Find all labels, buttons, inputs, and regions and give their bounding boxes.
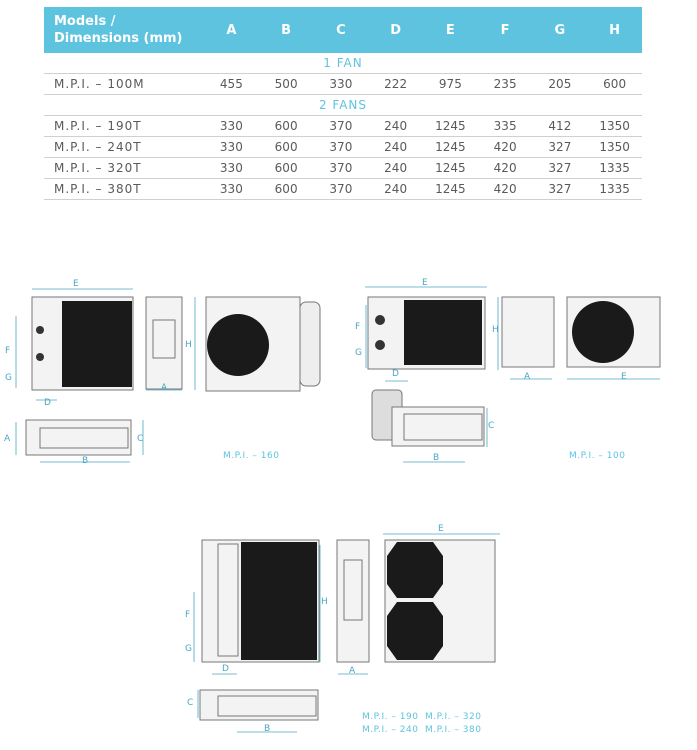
cell-c: 370 [329,140,353,154]
header-col-h: H [609,22,621,38]
cell-a: 330 [219,161,243,175]
dim-label-a: A [161,383,168,393]
cell-d: 240 [384,140,408,154]
dim-label-c: C [488,421,495,431]
dim-label-g: G [185,644,192,654]
dim-label-f: F [355,322,361,332]
cell-h: 1350 [599,119,630,133]
multi-back-view [385,540,495,662]
cell-e: 1245 [435,182,466,196]
cell-h: 1335 [599,182,630,196]
cell-f: 335 [493,119,517,133]
cell-g: 412 [548,119,572,133]
dim-label-d: D [222,664,229,674]
caption-mpi-240: M.P.I. – 240 [362,725,419,735]
header-col-d: D [390,22,402,38]
row-model: M.P.I. – 100M [54,77,145,91]
cell-c: 330 [329,77,353,91]
cell-e: 1245 [435,161,466,175]
header-col-c: C [336,22,346,38]
cell-a: 330 [219,182,243,196]
dim-label-a: A [4,434,11,444]
cell-b: 600 [274,182,298,196]
mpi100-back-view [567,297,660,367]
dim-label-e: E [621,372,627,382]
dim-label-b: B [433,453,440,463]
cell-h: 1335 [599,161,630,175]
cell-e: 975 [438,77,462,91]
caption-mpi-380: M.P.I. – 380 [425,725,482,735]
cell-h: 600 [603,77,627,91]
dim-label-e: E [438,524,444,534]
cell-b: 600 [274,161,298,175]
cell-f: 235 [493,77,517,91]
dim-label-d: D [44,398,51,408]
dim-label-c: C [137,434,144,444]
cell-a: 330 [219,140,243,154]
header-models: Models / [54,14,116,29]
cell-b: 600 [274,119,298,133]
cell-d: 240 [384,182,408,196]
row-model: M.P.I. – 240T [54,140,142,154]
header-col-f: F [500,22,510,38]
cell-b: 600 [274,140,298,154]
dim-label-f: F [5,346,11,356]
multi-front-view [202,540,319,662]
dim-label-h: H [492,325,499,335]
multi-top-view [200,690,318,720]
mpi160-top-view [26,420,131,455]
header-col-e: E [445,22,455,38]
header-dimensions: Dimensions (mm) [54,31,183,46]
cell-c: 370 [329,182,353,196]
cell-g: 205 [548,77,572,91]
section-title-2-fans: 2 FANS [44,95,642,116]
mpi160-front-view [32,297,133,390]
caption-mpi-160: M.P.I. – 160 [223,451,280,461]
cell-c: 370 [329,161,353,175]
dim-label-b: B [82,456,89,466]
cell-d: 240 [384,119,408,133]
dim-label-h: H [321,597,328,607]
cell-d: 222 [384,77,408,91]
caption-mpi-100: M.P.I. – 100 [569,451,626,461]
dim-label-e: E [73,279,79,289]
cell-e: 1245 [435,119,466,133]
cell-g: 327 [548,140,572,154]
dim-label-f: F [185,610,191,620]
mpi100-front-view [368,297,485,369]
header-col-b: B [281,22,292,38]
cell-g: 327 [548,161,572,175]
cell-f: 420 [493,182,517,196]
row-model: M.P.I. – 190T [54,119,142,133]
header-col-a: A [226,22,237,38]
dim-label-a: A [349,666,356,676]
mpi100-top-view [372,390,484,446]
header-col-g: G [554,22,566,38]
caption-mpi-320: M.P.I. – 320 [425,712,482,722]
row-model: M.P.I. – 320T [54,161,142,175]
section-title-1-fan: 1 FAN [44,53,642,74]
cell-d: 240 [384,161,408,175]
caption-mpi-190: M.P.I. – 190 [362,712,419,722]
dim-label-d: D [392,369,399,379]
dim-label-b: B [264,724,271,734]
cell-h: 1350 [599,140,630,154]
cell-a: 330 [219,119,243,133]
mpi160-side-view [146,297,182,389]
cell-c: 370 [329,119,353,133]
mpi160-back-view [206,297,320,391]
cell-b: 500 [274,77,298,91]
cell-f: 420 [493,140,517,154]
mpi100-side-view [502,297,554,367]
dim-label-h: H [185,340,192,350]
cell-e: 1245 [435,140,466,154]
multi-side-view [337,540,369,662]
cell-g: 327 [548,182,572,196]
dim-label-a: A [524,372,531,382]
cell-a: 455 [219,77,243,91]
cell-f: 420 [493,161,517,175]
dim-label-c: C [187,698,194,708]
dim-label-g: G [355,348,362,358]
row-model: M.P.I. – 380T [54,182,142,196]
dim-label-g: G [5,373,12,383]
dim-label-e: E [422,278,428,288]
